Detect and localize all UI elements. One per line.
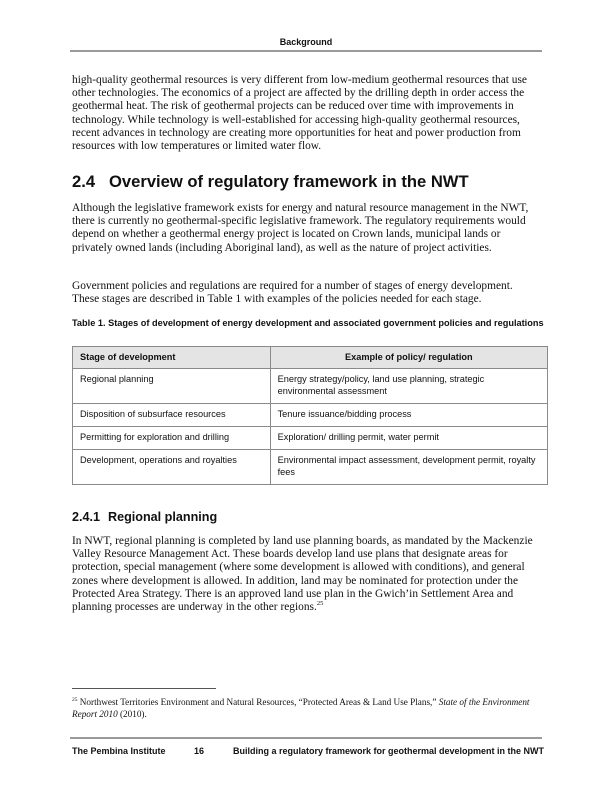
- table-row: [73, 369, 548, 404]
- footer-document-title: Building a regulatory framework for geothermal development in the NWT: [232, 746, 544, 756]
- page-footer: [72, 746, 544, 758]
- running-header: Background: [279, 37, 333, 47]
- footnote-reference[interactable]: 25: [316, 600, 324, 608]
- subsection-title: Regional planning: [108, 510, 218, 524]
- footer-divider: [70, 737, 542, 739]
- legislative-framework-paragraph: Although the legislative framework exists for energy and natural resource management in the NWT, there is currently no geothermal-specific legislative framework. The regulatory requirements would depend on whether a geothermal energy project is located on Crown lands, municipal lands or privately owned lands (including Aboriginal land), as well as the nature of project activities.: [72, 202, 529, 254]
- regional-planning-paragraph: [72, 535, 542, 614]
- footnote-number: 25: [72, 696, 78, 703]
- table-cell-stage: Disposition of subsurface resources: [73, 404, 271, 427]
- table-cell-policy: Tenure issuance/bidding process: [270, 404, 547, 427]
- page-number: 16: [194, 746, 205, 756]
- footnote-text: Northwest Territories Environment and Natural Resources, “Protected Areas & Land Use Plans,”: [79, 697, 437, 707]
- table-cell-stage: Permitting for exploration and drilling: [73, 427, 271, 450]
- column-header-stage: Stage of development: [73, 347, 271, 369]
- section-title: Overview of regulatory framework in the NWT: [109, 172, 469, 191]
- footnote: [72, 697, 544, 720]
- table-row: [73, 450, 548, 485]
- subsection-number: 2.4.1: [72, 510, 101, 524]
- footnote-year: (2010).: [119, 708, 147, 719]
- stages-table: [72, 346, 548, 485]
- table-row: [73, 427, 548, 450]
- table-row: [73, 404, 548, 427]
- footer-organization: The Pembina Institute: [72, 746, 166, 756]
- header-divider: [70, 50, 542, 52]
- table-cell-policy: Environmental impact assessment, development permit, royalty fees: [270, 450, 547, 485]
- table-cell-policy: Energy strategy/policy, land use planning, strategic environmental assessment: [270, 369, 547, 404]
- section-heading-2-4-1: [72, 510, 217, 524]
- column-header-policy: Example of policy/ regulation: [270, 347, 547, 369]
- table-cell-stage: Regional planning: [73, 369, 271, 404]
- section-number: 2.4: [72, 172, 96, 191]
- footnote-divider: [72, 688, 216, 689]
- intro-paragraph: high-quality geothermal resources is very different from low-medium geothermal resources that use other technologies. The economics of a project are affected by the drilling depth in order access the geothermal heat. The risk of geothermal projects can be reduced over time with improvements in technology. While technology is well-established for accessing high-quality geothermal resources, recent advances in technology are creating more opportunities for heat and power production from resources with low temperatures or limited water flow.: [72, 74, 527, 153]
- footnote-source-title: State of the Environment Report 2010: [72, 697, 530, 719]
- government-policies-paragraph: Government policies and regulations are required for a number of stages of energy development. These stages are described in Table 1 with examples of the policies needed for each stage.: [72, 280, 513, 306]
- table-header-row: [73, 347, 548, 369]
- regional-planning-text: In NWT, regional planning is completed by land use planning boards, as mandated by the Mackenzie Valley Resource Management Act. These boards develop land use plans that designate areas for protection, special management (where some development is allowed with conditions), and general zones where development is allowed. In addition, land may be nominated for protection under the Protected Area Strategy. There is an approved land use plan in the Gwich’in Settlement Area and planning processes are underway in the other regions.: [72, 535, 533, 614]
- table-caption: Table 1. Stages of development of energy development and associated government policies and regulations: [72, 318, 544, 328]
- table-cell-policy: Exploration/ drilling permit, water permit: [270, 427, 547, 450]
- table-cell-stage: Development, operations and royalties: [73, 450, 271, 485]
- section-heading-2-4: [72, 172, 469, 192]
